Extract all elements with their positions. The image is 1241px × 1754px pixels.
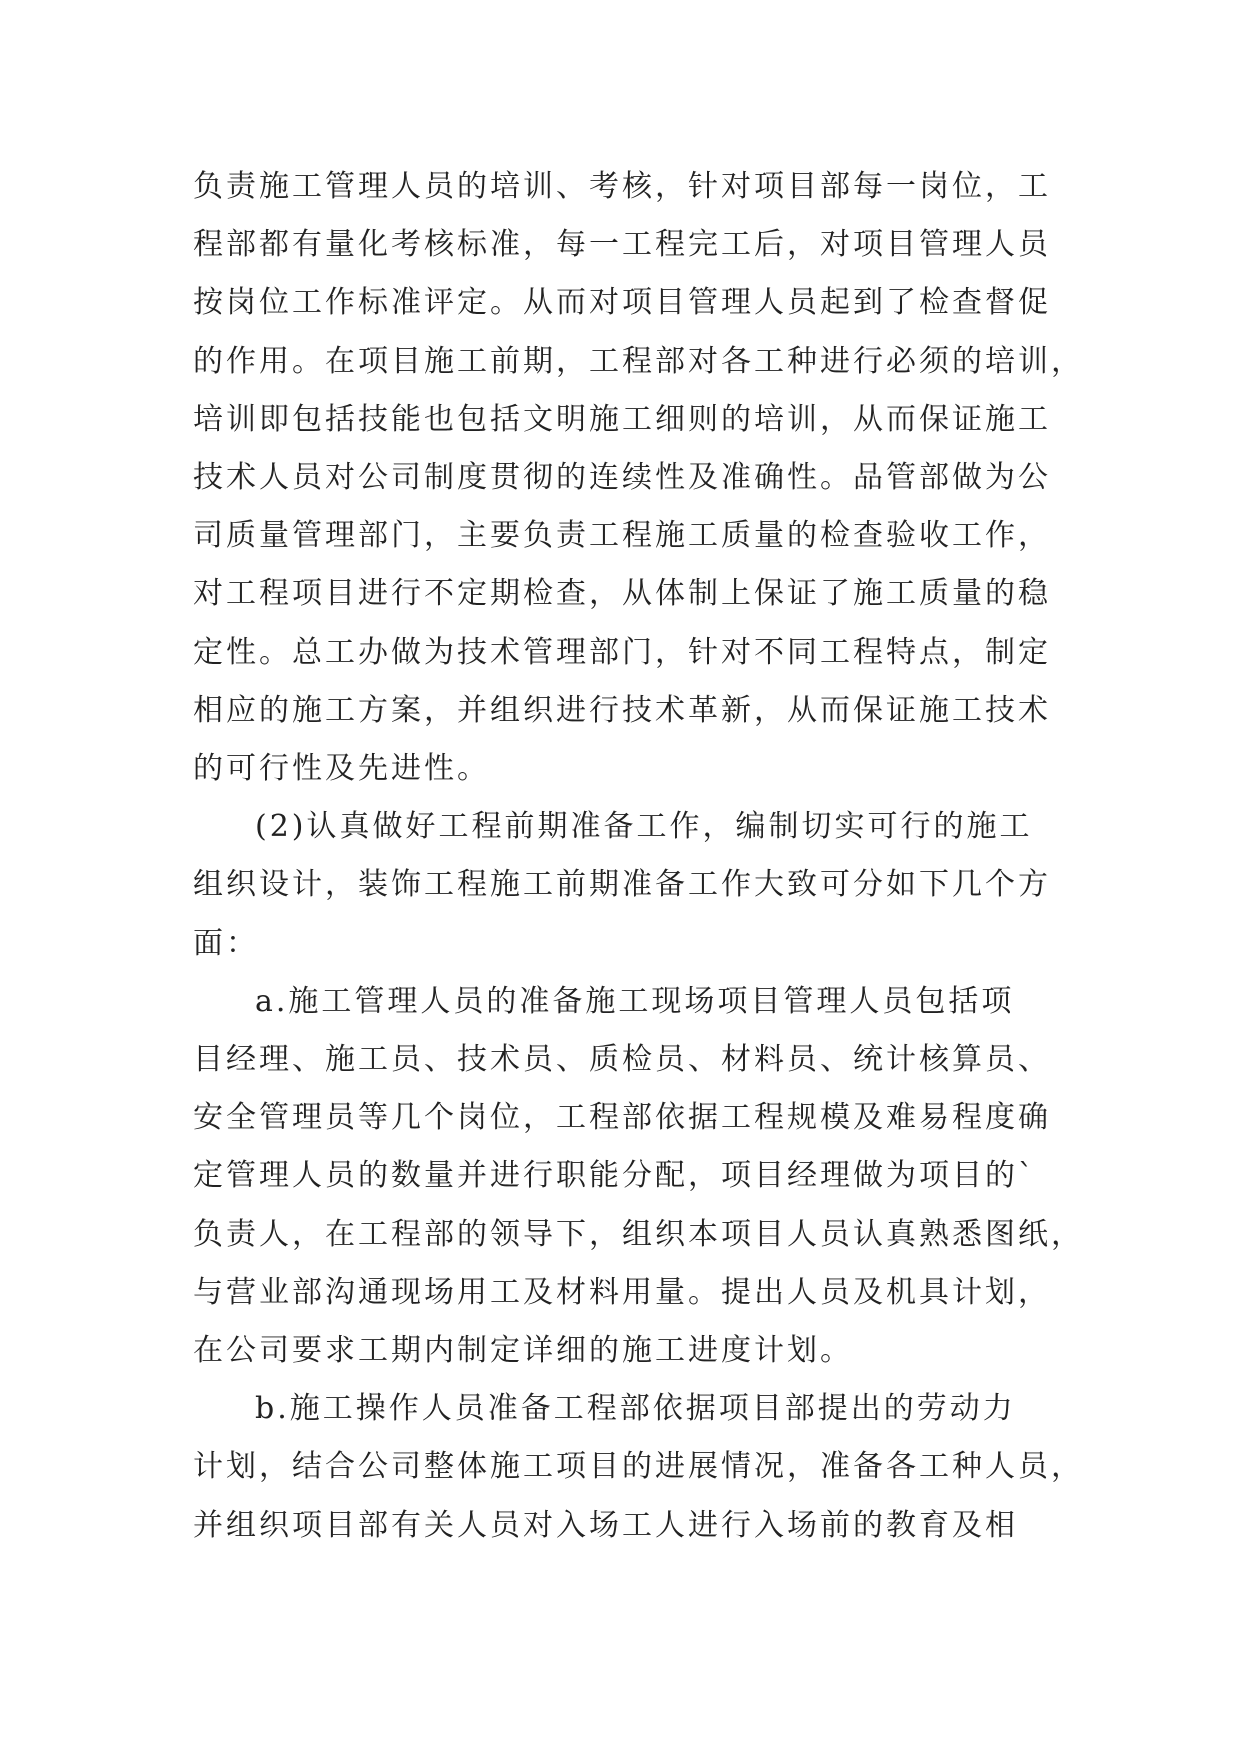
text-line: 定管理人员的数量并进行职能分配，项目经理做为项目的` bbox=[193, 1158, 1036, 1194]
document-body bbox=[193, 158, 1084, 1555]
text-line: 并组织项目部有关人员对入场工人进行入场前的教育及相 bbox=[193, 1507, 1018, 1543]
text-line: 相应的施工方案，并组织进行技术革新，从而保证施工技术 bbox=[193, 692, 1051, 728]
text-line: 对工程项目进行不定期检查，从体制上保证了施工质量的稳 bbox=[193, 576, 1051, 612]
text-line: 的可行性及先进性。 bbox=[193, 751, 490, 787]
paragraph-start-line: a.施工管理人员的准备施工现场项目管理人员包括项 bbox=[255, 983, 1015, 1019]
text-line: 计划，结合公司整体施工项目的进展情况，准备各工种人员， bbox=[193, 1449, 1084, 1485]
text-line: 安全管理员等几个岗位，工程部依据工程规模及难易程度确 bbox=[193, 1100, 1051, 1136]
text-line: 目经理、施工员、技术员、质检员、材料员、统计核算员、 bbox=[193, 1042, 1051, 1078]
text-line: 与营业部沟通现场用工及材料用量。提出人员及机具计划， bbox=[193, 1274, 1051, 1310]
text-line: 在公司要求工期内制定详细的施工进度计划。 bbox=[193, 1333, 853, 1369]
paragraph-start-line: (2)认真做好工程前期准备工作，编制切实可行的施工 bbox=[255, 809, 1033, 845]
text-line: 程部都有量化考核标准，每一工程完工后，对项目管理人员 bbox=[193, 227, 1051, 263]
text-line: 组织设计，装饰工程施工前期准备工作大致可分如下几个方 bbox=[193, 867, 1051, 903]
paragraph-start-line: b.施工操作人员准备工程部依据项目部提出的劳动力 bbox=[255, 1391, 1016, 1427]
text-line: 定性。总工办做为技术管理部门，针对不同工程特点，制定 bbox=[193, 634, 1051, 670]
text-line: 培训即包括技能也包括文明施工细则的培训，从而保证施工 bbox=[193, 401, 1051, 437]
text-line: 负责人，在工程部的领导下，组织本项目人员认真熟悉图纸， bbox=[193, 1216, 1084, 1252]
text-line: 面： bbox=[193, 925, 259, 961]
text-line: 的作用。在项目施工前期，工程部对各工种进行必须的培训， bbox=[193, 343, 1084, 379]
text-line: 司质量管理部门，主要负责工程施工质量的检查验收工作， bbox=[193, 518, 1051, 554]
text-line: 技术人员对公司制度贯彻的连续性及准确性。品管部做为公 bbox=[193, 460, 1051, 496]
text-line: 负责施工管理人员的培训、考核，针对项目部每一岗位，工 bbox=[193, 169, 1051, 204]
text-line: 按岗位工作标准评定。从而对项目管理人员起到了检查督促 bbox=[193, 285, 1051, 321]
